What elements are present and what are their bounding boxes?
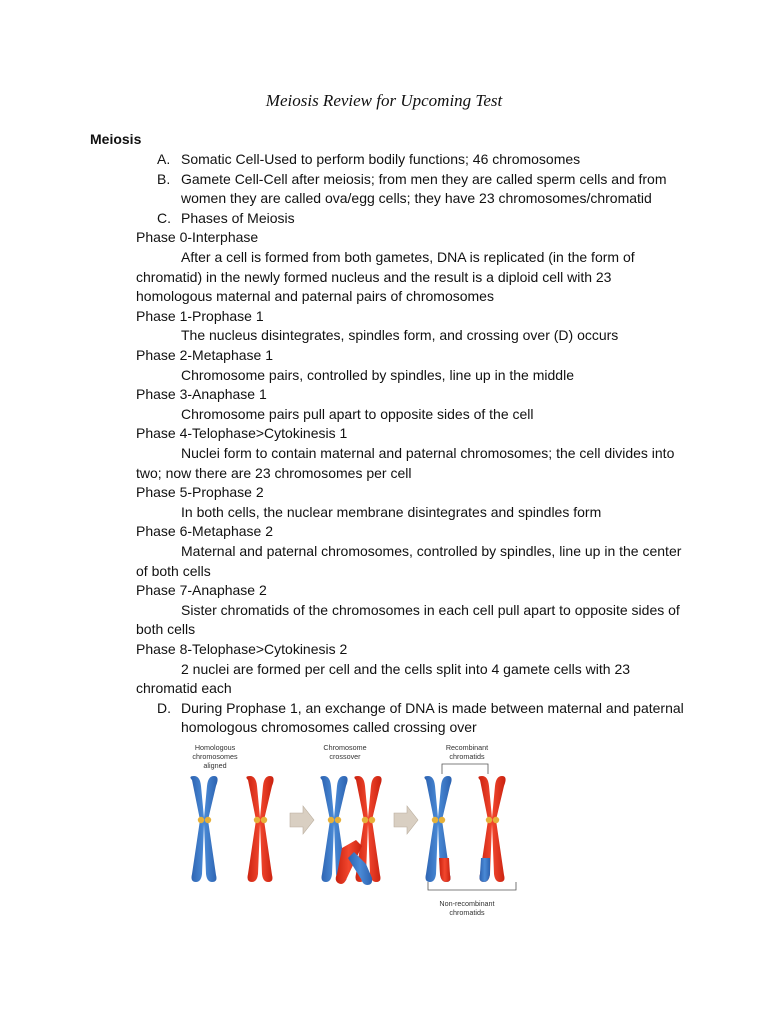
phase-description: of both cells xyxy=(136,562,211,579)
list-item-text-continued: women they are called ova/egg cells; they have 23 chromosomes/chromatid xyxy=(181,190,652,207)
phase-description: both cells xyxy=(136,621,196,638)
centromere xyxy=(362,817,368,823)
centromere xyxy=(205,817,211,823)
list-marker: C. xyxy=(157,209,171,226)
centromere xyxy=(261,817,267,823)
phase-heading: Phase 0-Interphase xyxy=(136,229,259,246)
list-item-text: Gamete Cell-Cell after meiosis; from men they are called sperm cells and from xyxy=(181,170,667,187)
centromere xyxy=(369,817,375,823)
list-item-text-continued: homologous chromosomes called crossing over xyxy=(181,719,477,736)
label-homologous: chromosomes xyxy=(192,752,238,761)
list-marker: B. xyxy=(157,170,171,187)
arrow-right-icon xyxy=(290,806,314,834)
document-title: Meiosis Review for Upcoming Test xyxy=(265,91,503,110)
recombinant-blue-chromosome xyxy=(424,776,451,882)
centromere xyxy=(493,817,499,823)
phase-heading: Phase 8-Telophase>Cytokinesis 2 xyxy=(136,641,348,657)
centromere xyxy=(335,817,341,823)
phase-heading: Phase 3-Anaphase 1 xyxy=(136,386,267,403)
phase-description: Chromosome pairs pull apart to opposite sides of the cell xyxy=(181,405,534,422)
phase-description: chromatid each xyxy=(136,680,232,697)
label-crossover: Chromosome xyxy=(323,743,367,752)
phase-description: In both cells, the nuclear membrane disintegrates and spindles form xyxy=(181,503,602,520)
label-recombinant: Recombinant xyxy=(445,743,489,752)
blue-chromosome xyxy=(190,776,217,882)
red-chromosome xyxy=(246,776,273,882)
list-item-text: Phases of Meiosis xyxy=(181,209,295,226)
phase-description: Maternal and paternal chromosomes, controlled by spindles, line up in the center xyxy=(181,543,682,559)
centromere xyxy=(198,817,204,823)
phase-heading: Phase 7-Anaphase 2 xyxy=(136,582,267,599)
phase-description: homologous maternal and paternal pairs of chromosomes xyxy=(136,288,494,305)
section-heading: Meiosis xyxy=(90,131,142,147)
phase-description: Nuclei form to contain maternal and paternal chromosomes; the cell divides into xyxy=(181,445,675,461)
phase-description: two; now there are 23 chromosomes per cell xyxy=(136,464,412,481)
phase-heading: Phase 1-Prophase 1 xyxy=(136,307,264,324)
nonrecombinant-bracket xyxy=(428,882,516,890)
label-homologous: aligned xyxy=(203,761,227,770)
list-marker: A. xyxy=(157,151,171,167)
crossing-over-diagram xyxy=(180,740,520,930)
recombinant-red-chromosome xyxy=(478,776,505,882)
centromere xyxy=(328,817,334,823)
phase-heading: Phase 4-Telophase>Cytokinesis 1 xyxy=(136,425,348,442)
recombinant-bracket xyxy=(442,764,488,774)
list-item-text: Somatic Cell-Used to perform bodily functions; 46 chromosomes xyxy=(181,151,581,167)
label-crossover: crossover xyxy=(329,752,361,761)
label-recombinant: chromatids xyxy=(449,752,485,761)
label-nonrecombinant: Non-recombinant xyxy=(439,899,495,908)
centromere xyxy=(486,817,492,823)
phase-description: 2 nuclei are formed per cell and the cells split into 4 gamete cells with 23 xyxy=(181,660,631,677)
label-homologous: Homologous xyxy=(194,743,236,752)
label-nonrecombinant: chromatids xyxy=(449,908,485,917)
list-marker: D. xyxy=(157,699,171,716)
phase-heading: Phase 6-Metaphase 2 xyxy=(136,523,273,540)
centromere xyxy=(432,817,438,823)
phase-heading: Phase 5-Prophase 2 xyxy=(136,484,264,501)
phase-description: chromatid) in the newly formed nucleus and the result is a diploid cell with 23 xyxy=(136,268,612,285)
centromere xyxy=(439,817,445,823)
phase-description: Sister chromatids of the chromosomes in each cell pull apart to opposite sides of xyxy=(181,601,680,618)
list-item-text: During Prophase 1, an exchange of DNA is made between maternal and paternal xyxy=(181,699,684,716)
phase-description: The nucleus disintegrates, spindles form, and crossing over (D) occurs xyxy=(181,327,619,344)
arrow-right-icon xyxy=(394,806,418,834)
phase-description: After a cell is formed from both gametes, DNA is replicated (in the form of xyxy=(181,249,635,265)
centromere xyxy=(254,817,260,823)
phase-description: Chromosome pairs, controlled by spindles, line up in the middle xyxy=(181,366,574,383)
phase-heading: Phase 2-Metaphase 1 xyxy=(136,347,273,363)
